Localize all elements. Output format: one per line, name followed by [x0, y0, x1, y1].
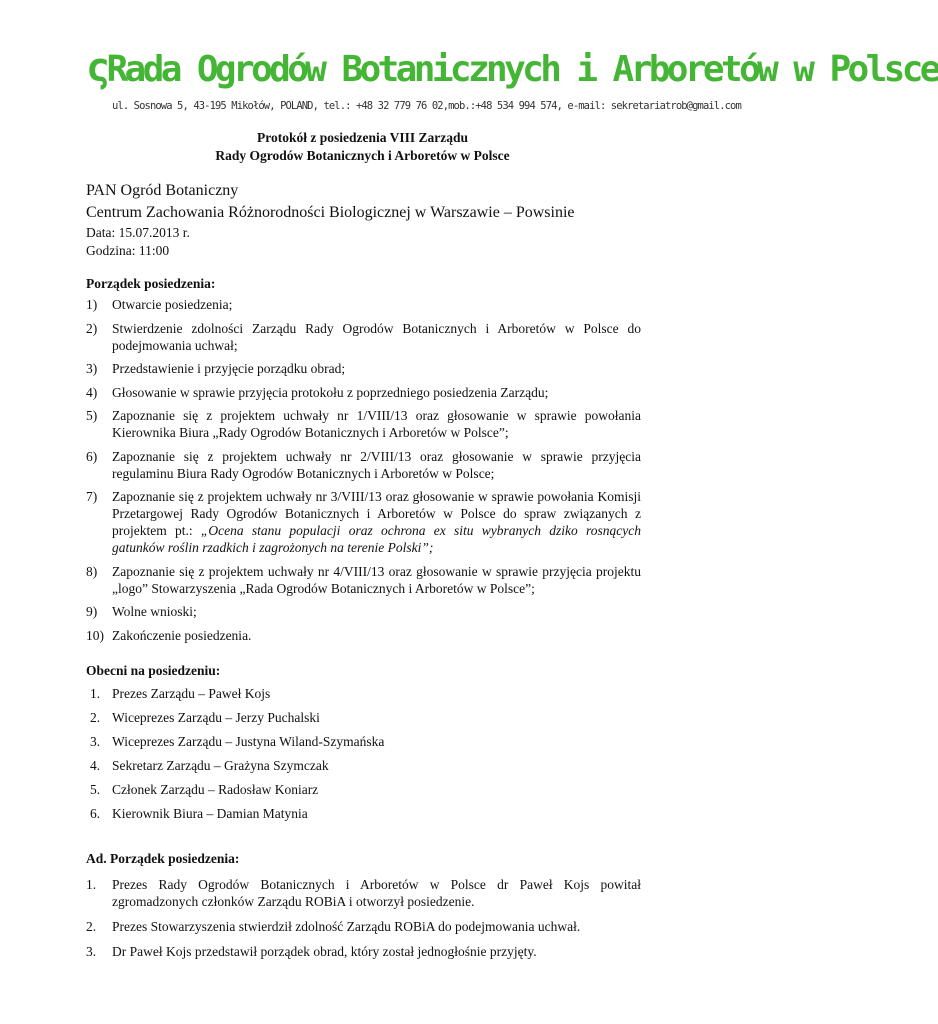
agenda-heading: Porządek posiedzenia:: [86, 276, 216, 291]
meeting-time: Godzina: 11:00: [86, 243, 170, 258]
attendee-item: 1. Prezes Zarządu – Paweł Kojs: [90, 686, 271, 701]
agenda-item: 2) Stwierdzenie zdolności Zarządu Rady Ogrodów Botanicznych i Arboretów w Polsce do podejmowania uchwał;: [86, 320, 641, 353]
attendees-list: [86, 686, 641, 830]
attendee-item: 3. Wiceprezes Zarządu – Justyna Wiland-Szymańska: [90, 733, 385, 749]
agenda-item: 5) Zapoznanie się z projektem uchwały nr 1/VIII/13 oraz głosowanie w sprawie powołania Kierownika Biura „Rady Ogrodów Botanicznych i Arboretów w Polsce”;: [86, 408, 641, 440]
ad-agenda-list: [86, 876, 641, 968]
letterhead: [86, 42, 938, 122]
agenda-item: 8) Zapoznanie się z projektem uchwały nr 4/VIII/13 oraz głosowanie w sprawie przyjęcia projektu „logo” Stowarzyszenia „Rada Ogrodów Botanicznych i Arboretów w Polsce”;: [86, 563, 641, 596]
contact-address: ul. Sosnowa 5, 43-195 Mikołów, POLAND, tel.: +48 32 779 76 02,mob.:+48 534 994 574, e-mail: sekretariatrob@gmail.com: [112, 100, 741, 112]
ad-item: 3. Dr Paweł Kojs przedstawił porządek obrad, który został jednogłośnie przyjęty.: [86, 944, 537, 959]
agenda-item: 4) Głosowanie w sprawie przyjęcia protokołu z poprzedniego posiedzenia Zarządu;: [86, 384, 549, 400]
agenda-item: 6) Zapoznanie się z projektem uchwały nr 2/VIII/13 oraz głosowanie w sprawie przyjęcia regulaminu Biura Rady Ogrodów Botanicznych i Arboretów w Polsce;: [86, 448, 641, 481]
agenda-item: 9) Wolne wnioski;: [86, 604, 197, 619]
ad-item: 2. Prezes Stowarzyszenia stwierdził zdolność Zarządu ROBiA do podejmowania uchwał.: [86, 919, 581, 934]
venue-center: Centrum Zachowania Różnorodności Biologicznej w Warszawie – Powsinie: [86, 204, 575, 221]
attendee-item: 2. Wiceprezes Zarządu – Jerzy Puchalski: [90, 709, 320, 725]
ad-agenda-heading: Ad. Porządek posiedzenia:: [86, 851, 240, 866]
venue-block: [86, 180, 575, 260]
organization-logo-title: [86, 45, 938, 91]
attendee-item: 5. Członek Zarządu – Radosław Koniarz: [90, 781, 319, 797]
title-line-1: Protokół z posiedzenia VIII Zarządu: [256, 130, 469, 145]
meeting-date: Data: 15.07.2013 r.: [86, 225, 190, 240]
organization-name: Rada Ogrodów Botanicznych i Arboretów w Polsce: [106, 49, 938, 90]
attendees-heading: Obecni na posiedzeniu:: [86, 663, 221, 678]
project-title-italic: „Ocena stanu populacji oraz ochrona ex situ wybranych dziko rosnących gatunków roślin rzadkich i zagrożonych na terenie Polski”;: [112, 523, 642, 555]
agenda-item: 3) Przedstawienie i przyjęcie porządku obrad;: [86, 361, 346, 376]
attendee-item: 6. Kierownik Biura – Damian Matynia: [90, 805, 308, 821]
title-line-2: Rady Ogrodów Botanicznych i Arboretów w Polsce: [215, 148, 510, 163]
agenda-item: 1) Otwarcie posiedzenia;: [86, 297, 233, 312]
agenda-item: 10) Zakończenie posiedzenia.: [86, 627, 252, 643]
agenda-list: [86, 296, 641, 650]
venue-name: PAN Ogród Botaniczny: [86, 182, 239, 199]
document-title: [0, 129, 725, 165]
attendee-item: 4. Sekretarz Zarządu – Grażyna Szymczak: [90, 757, 329, 773]
agenda-item: 7) Zapoznanie się z projektem uchwały nr 3/VIII/13 oraz głosowanie w sprawie powołania Komisji Przetargowej Rady Ogrodów Botanicznych i Arboretów w Polsce do spraw związanych z projektem pt.: „Ocena stanu populacji oraz ochrona ex situ wybranych dziko rosnących gatunków roślin rzadkich i zagrożonych na terenie Polski”;: [86, 489, 642, 555]
ad-item: 1. Prezes Rady Ogrodów Botanicznych i Arboretów w Polsce dr Paweł Kojs powitał zgromadzonych członków Zarządu ROBiA i otworzył posiedzenie.: [86, 877, 641, 909]
logo-hook-glyph: ς: [86, 45, 107, 91]
